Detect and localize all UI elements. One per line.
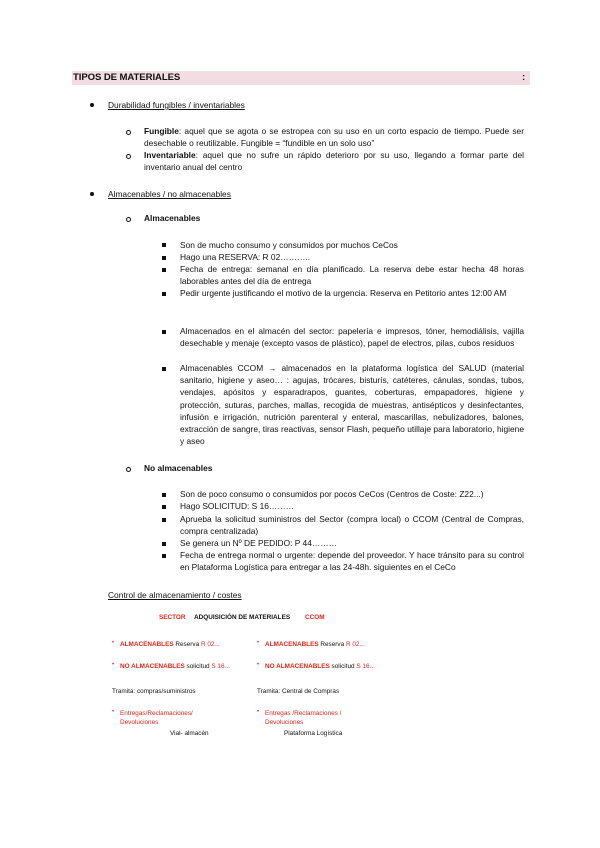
ccom-entregas: Entregas /Reclamaciones / (265, 710, 342, 717)
inventariable-term: Inventariable (144, 150, 196, 160)
ccom-tramita (257, 688, 339, 696)
list-item: Pedir urgente justificando el motivo de la urgencia. Reserva en Petitorio antes 12:00 AM (180, 288, 507, 298)
ccom-almacenables-row (265, 641, 365, 649)
bullet-square-icon (162, 554, 166, 558)
no-almacenables-label: NO ALMACENABLES (265, 663, 330, 670)
bullet-dot-icon (90, 103, 94, 107)
bullet-square-icon (162, 505, 166, 509)
bullet-square-icon (162, 292, 166, 296)
fungible-definition (144, 125, 524, 149)
list-item: Almacenables CCOM → almacenados en la plataforma logística del SALUD (material sanitario, higiene y aseo… : agujas, trócares, bisturís, catéteres, cánulas, sondas, tubos, vendajes, apósitos y esparadrapos, guantes, coberturas, empapadores, higiene y protección, suturas, parches, mallas, recogida de muestras, antisépticos y desinfectantes, infusión e irrigación, nutrición parenteral y enteral, mascarillas, nebulizadores, balones, extracción de sangre, tiras reactivas, sensor Flash, pequeño utillaje para laboratorio, higiene y aseo (180, 363, 524, 447)
bullet-dot-icon (90, 192, 94, 196)
tramita-label: Tramita: (257, 688, 282, 695)
red-bullet-icon: • (112, 662, 115, 668)
red-bullet-icon: • (257, 662, 260, 668)
header-sector: SECTOR (159, 614, 186, 621)
list-item: Se genera un Nº DE PEDIDO: P 44……… (180, 538, 337, 548)
sector-entregas: Entregas/Reclamaciones/ (120, 710, 193, 717)
bullet-circle-icon (126, 130, 131, 135)
section-almacenables-label: Almacenables / no almacenables (108, 189, 231, 199)
red-bullet-icon: • (257, 640, 260, 646)
bullet-square-icon (162, 493, 166, 497)
section-durabilidad-label: Durabilidad fungibles / inventariables (108, 100, 245, 110)
list-item: Son de mucho consumo y consumidos por muchos CeCos (180, 240, 398, 250)
no-almacenables-title: No almacenables (144, 463, 213, 473)
bullet-square-icon (162, 518, 166, 522)
header-ccom: CCOM (305, 614, 325, 621)
list-item: Aprueba la solicitud suministros del Sector (compra local) o CCOM (Central de Compras, compra centralizada) (180, 514, 524, 537)
tramita-value: Central de Compras (281, 688, 340, 695)
solicitud-code: S 16... (211, 663, 230, 670)
red-bullet-icon: • (112, 709, 115, 715)
red-bullet-icon: • (257, 709, 260, 715)
solicitud-label: solicitud (184, 663, 212, 670)
bullet-square-icon (162, 367, 166, 371)
list-item: Almacenados en el almacén del sector: papelería e impresos, tóner, hemodiálisis, vajilla desechable y menaje (excepto vasos de plástico), papel de electros, pilas, cubos residuos (180, 326, 524, 349)
inventariable-text: : aquel que no sufre un rápido deterioro por su uso, llegando a formar parte del inventario anual del centro (144, 150, 524, 173)
list-item: Hago SOLICITUD: S 16……… (180, 501, 295, 511)
sector-no-almacenables-row (120, 663, 230, 671)
solicitud-code: S 16... (356, 663, 375, 670)
reserva-code: R 02... (345, 641, 365, 648)
fungible-text: : aquel que se agota o se estropea con su uso en un corto espacio de tiempo. Puede ser desechable o reutilizable. Fungible = “fundible en un solo uso” (144, 126, 524, 149)
no-almacenables-label: NO ALMACENABLES (120, 663, 185, 670)
ccom-no-almacenables-row (265, 663, 375, 671)
heading-colon: : (522, 72, 526, 83)
list-item: Fecha de entrega normal o urgente: depende del proveedor. Y hace tránsito para su control en Plataforma Logística para entregar a las 24-48h. siguientes en el CeCo (180, 550, 524, 573)
ccom-devoluciones: Devoluciones (265, 719, 304, 726)
bullet-square-icon (162, 256, 166, 260)
bullet-square-icon (162, 542, 166, 546)
reserva-label: Reserva (318, 641, 346, 648)
list-item: Hago una RESERVA: R 02……….. (180, 252, 311, 262)
fungible-term: Fungible (144, 126, 179, 136)
almacenables-label: ALMACENABLES (120, 641, 174, 648)
control-title: Control de almacenamiento / costes (108, 590, 242, 600)
reserva-code: R 02... (200, 641, 220, 648)
sector-place: Vial- almacén (170, 730, 209, 737)
inventariable-definition (144, 149, 524, 173)
sector-tramita: Tramita: compras/suministros (112, 688, 196, 695)
list-item: Son de poco consumo o consumidos por pocos CeCos (Centros de Coste: Z22...) (180, 489, 484, 499)
sector-devoluciones: Devoluciones (120, 719, 159, 726)
bullet-circle-icon (126, 467, 131, 472)
reserva-label: Reserva (173, 641, 201, 648)
solicitud-label: solicitud (329, 663, 357, 670)
bullet-circle-icon (126, 217, 131, 222)
almacenables-label: ALMACENABLES (265, 641, 319, 648)
bullet-circle-icon (126, 154, 131, 159)
bullet-square-icon (162, 243, 166, 247)
bullet-square-icon (162, 330, 166, 334)
ccom-place: Plataforma Logística (284, 730, 343, 737)
sector-almacenables-row (120, 641, 220, 649)
page-title: TIPOS DE MATERIALES (73, 72, 181, 83)
bullet-square-icon (162, 268, 166, 272)
red-bullet-icon: • (112, 640, 115, 646)
list-item: Fecha de entrega: semanal en día planificado. La reserva debe estar hecha 48 horas laborables antes del día de entrega (180, 264, 524, 287)
header-adquisicion: ADQUISICIÓN DE MATERIALES (194, 614, 291, 621)
almacenables-title: Almacenables (144, 213, 201, 223)
